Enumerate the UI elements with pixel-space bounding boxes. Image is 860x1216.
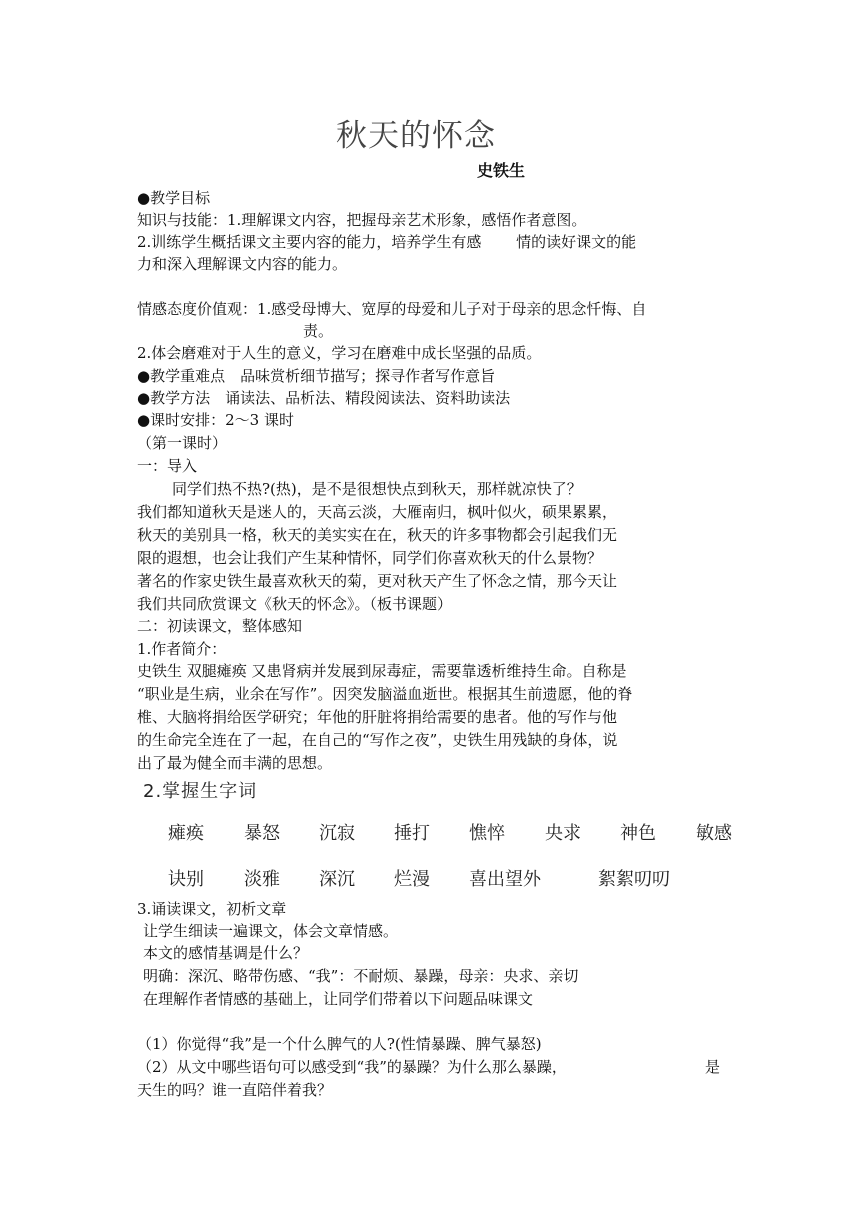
- text-line: 的生命完全连在了一起，在自己的“写作之夜”，史铁生用残缺的身体，说: [137, 731, 618, 749]
- author-name: 史铁生: [477, 161, 526, 180]
- text-line: 责。: [303, 322, 334, 340]
- text-line: 力和深入理解课文内容的能力。: [137, 255, 348, 273]
- section-heading-reading: 二：初读课文，整体感知: [137, 617, 303, 635]
- text-line: 2.训练学生概括课文主要内容的能力，培养学生有感 情的读好课文的能: [137, 233, 637, 251]
- vocab-word: 沉寂: [319, 823, 355, 844]
- text-line: 椎、大脑将捐给医学研究；年他的肝脏将捐给需要的患者。他的写作与他: [137, 708, 618, 726]
- section-heading-objectives: ●教学目标: [137, 189, 211, 207]
- vocab-heading: 2.掌握生字词: [143, 781, 258, 802]
- vocab-word: 烂漫: [394, 869, 430, 890]
- section-heading-difficulties: ●教学重难点 品味赏析细节描写；探寻作者写作意旨: [137, 367, 496, 385]
- vocab-word: 神色: [620, 823, 656, 844]
- vocab-word: 憔悴: [469, 823, 505, 844]
- text-line: 秋天的美别具一格，秋天的美实实在在，秋天的许多事物都会引起我们无: [137, 526, 618, 544]
- section-heading-intro: 一：导入: [137, 457, 198, 475]
- vocab-word: 诀别: [168, 869, 204, 890]
- vocab-word: 敏感: [696, 823, 732, 844]
- text-line: 1.作者简介：: [137, 640, 227, 658]
- section-heading-recite: 3.诵读课文，初析文章: [137, 900, 287, 918]
- section-heading-methods: ●教学方法 诵读法、品析法、精段阅读法、资料助读法: [137, 389, 511, 407]
- text-line: 知识与技能：1.理解课文内容，把握母亲艺术形象，感悟作者意图。: [137, 211, 587, 229]
- text-line: 明确：深沉、略带伤感、“我”：不耐烦、暴躁，母亲：央求、亲切: [143, 967, 579, 985]
- text-line: 是: [705, 1058, 721, 1076]
- vocab-word: 深沉: [319, 869, 355, 890]
- text-line: 天生的吗？谁一直陪伴着我？: [137, 1081, 333, 1099]
- text-line: 史铁生 双腿瘫痪 又患肾病并发展到尿毒症，需要靠透析维持生命。自称是: [137, 662, 627, 680]
- text-line: 2.体会磨难对于人生的意义，学习在磨难中成长坚强的品质。: [137, 344, 542, 362]
- text-line: 著名的作家史铁生最喜欢秋天的菊，更对秋天产生了怀念之情，那今天让: [137, 572, 618, 590]
- text-line: 我们都知道秋天是迷人的，天高云淡，大雁南归，枫叶似火，硕果累累，: [137, 503, 618, 521]
- question-item: （2）从文中哪些语句可以感受到“我”的暴躁？为什么那么暴躁，: [137, 1058, 567, 1076]
- text-line: “职业是生病，业余在写作”。因突发脑溢血逝世。根据其生前遗愿，他的脊: [137, 685, 633, 703]
- text-line: 限的遐想，也会让我们产生某种情怀，同学们你喜欢秋天的什么景物？: [137, 549, 603, 567]
- section-heading-schedule: ●课时安排：2～3 课时: [137, 411, 294, 429]
- text-line: 在理解作者情感的基础上，让同学们带着以下问题品味课文: [143, 990, 534, 1008]
- text-line: （第一课时）: [137, 434, 228, 452]
- text-line: 本文的感情基调是什么？: [143, 944, 309, 962]
- vocab-word: 央求: [545, 823, 581, 844]
- vocab-word: 絮絮叨叨: [598, 869, 670, 890]
- question-item: （1）你觉得“我”是一个什么脾气的人?(性情暴躁、脾气暴怒): [137, 1035, 542, 1053]
- text-line: 我们共同欣赏课文《秋天的怀念》。（板书课题）: [137, 595, 453, 613]
- vocab-word: 喜出望外: [469, 869, 541, 890]
- text-line: 情感态度价值观：1.感受母博大、宽厚的母爱和儿子对于母亲的思念忏悔、自: [137, 300, 647, 318]
- document-title: 秋天的怀念: [336, 118, 496, 154]
- vocab-word: 淡雅: [244, 869, 280, 890]
- text-line: 出了最为健全而丰满的思想。: [137, 754, 333, 772]
- vocab-word: 瘫痪: [168, 823, 204, 844]
- vocab-word: 捶打: [394, 823, 430, 844]
- text-line: 同学们热不热?(热)，是不是很想快点到秋天，那样就凉快了？: [172, 480, 582, 498]
- text-line: 让学生细读一遍课文，体会文章情感。: [143, 922, 399, 940]
- vocab-word: 暴怒: [244, 823, 280, 844]
